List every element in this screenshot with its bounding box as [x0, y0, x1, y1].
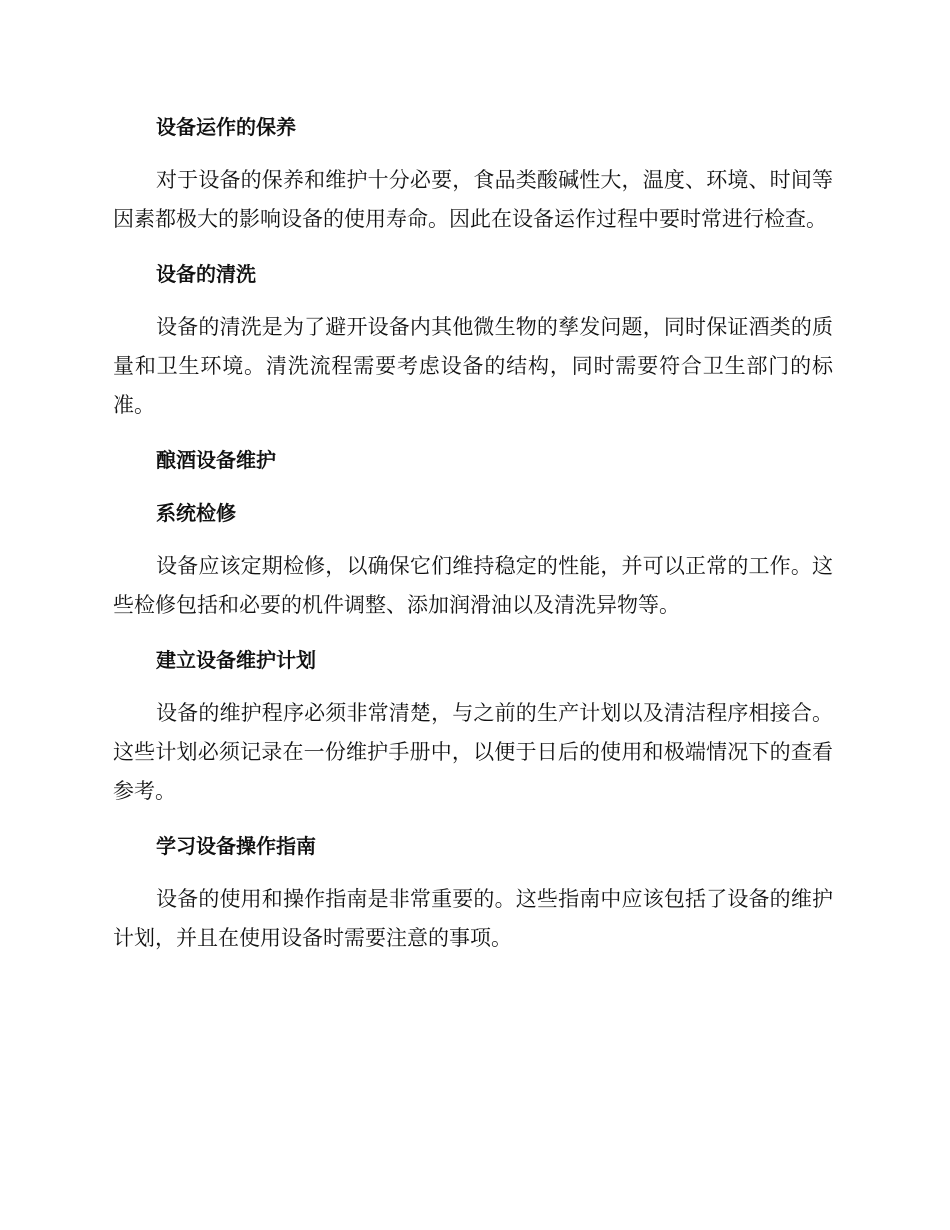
- section-body-maintenance: 对于设备的保养和维护十分必要，食品类酸碱性大，温度、环境、时间等因素都极大的影响设备的使用寿命。因此在设备运作过程中要时常进行检查。: [113, 168, 833, 231]
- section-heading-maintenance: 设备运作的保养: [156, 115, 296, 139]
- section-heading-system-inspection: 系统检修: [156, 501, 236, 525]
- section-body-maintenance-plan: 设备的维护程序必须非常清楚，与之前的生产计划以及清洁程序相接合。这些计划必须记录在一份维护手册中，以便于日后的使用和极端情况下的查看参考。: [113, 701, 833, 803]
- section-body-cleaning: 设备的清洗是为了避开设备内其他微生物的孳发问题，同时保证酒类的质量和卫生环境。清洗流程需要考虑设备的结构，同时需要符合卫生部门的标准。: [113, 315, 833, 417]
- section-heading-operation-guide: 学习设备操作指南: [156, 834, 316, 858]
- document-page: [113, 108, 833, 958]
- section-heading-brewing-equipment: 酿酒设备维护: [156, 448, 276, 472]
- section-heading-maintenance-plan: 建立设备维护计划: [156, 648, 316, 672]
- section-body-system-inspection: 设备应该定期检修，以确保它们维持稳定的性能，并可以正常的工作。这些检修包括和必要的机件调整、添加润滑油以及清洗异物等。: [113, 554, 833, 617]
- section-body-operation-guide: 设备的使用和操作指南是非常重要的。这些指南中应该包括了设备的维护计划，并且在使用设备时需要注意的事项。: [113, 887, 833, 950]
- section-heading-cleaning: 设备的清洗: [156, 262, 256, 286]
